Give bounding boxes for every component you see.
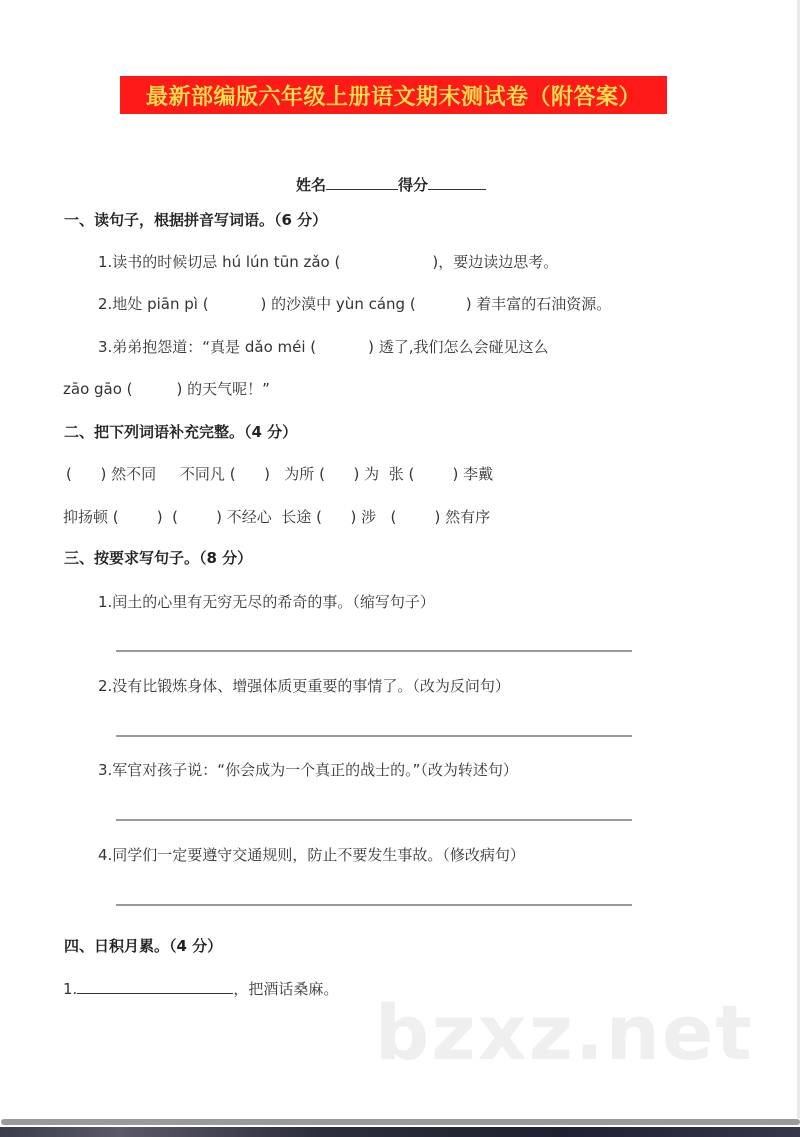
section-1-heading: 一、读句子，根据拼音写词语。（6 分） <box>64 211 328 229</box>
answer-line-2[interactable] <box>116 735 632 737</box>
question-number: 1. <box>63 980 78 998</box>
desktop-background-strip <box>0 1127 800 1137</box>
section-2-row-2[interactable]: 抑扬顿 ( ) ( ) 不经心 长途 ( ) 涉 ( ) 然有序 <box>63 508 491 526</box>
name-label: 姓名 <box>296 176 327 194</box>
name-blank[interactable] <box>326 176 398 190</box>
answer-line-1[interactable] <box>116 650 632 652</box>
section-4-heading: 四、日积月累。（4 分） <box>64 937 223 955</box>
document-title: 最新部编版六年级上册语文期末测试卷（附答案） <box>145 83 641 110</box>
section-3-question-4: 4.同学们一定要遵守交通规则，防止不要发生事故。（修改病句） <box>98 846 525 864</box>
section-3-question-2: 2.没有比锻炼身体、增强体质更重要的事情了。（改为反问句） <box>98 677 510 695</box>
name-score-line <box>296 174 486 195</box>
question-text: ) 透了,我们怎么会碰见这么 <box>368 338 549 356</box>
score-label: 得分 <box>398 176 429 194</box>
question-text: zāo gāo ( <box>63 380 133 398</box>
section-3-question-3: 3.军官对孩子说：“你会成为一个真正的战士的。”（改为转述句） <box>98 761 518 779</box>
section-4-question-1 <box>63 978 338 999</box>
answer-blank[interactable] <box>77 980 233 994</box>
question-text: ，把酒话桑麻。 <box>233 980 339 998</box>
section-3-heading: 三、按要求写句子。（8 分） <box>64 549 253 567</box>
answer-line-4[interactable] <box>116 904 632 906</box>
section-3-question-1: 1.闰土的心里有无穷无尽的希奇的事。（缩写句子） <box>98 593 435 611</box>
horizontal-scrollbar-thumb[interactable] <box>1 1119 800 1125</box>
watermark: bzxz.net <box>375 988 754 1077</box>
answer-line-3[interactable] <box>116 819 632 821</box>
question-text: ) 的天气呢！” <box>176 380 270 398</box>
section-1-question-3-cont <box>63 378 270 399</box>
section-1-question-3 <box>98 336 549 357</box>
question-text: 3.弟弟抱怨道：“真是 dǎo méi ( <box>98 338 317 356</box>
question-text: 2.地处 piān pì ( <box>98 295 209 313</box>
score-blank[interactable] <box>428 176 486 190</box>
section-1-question-1 <box>98 251 558 272</box>
title-banner <box>120 76 667 114</box>
question-text: 1.读书的时候切忌 hú lún tūn zǎo ( <box>98 253 341 271</box>
section-2-row-1[interactable]: ( ) 然不同 不同凡 ( ) 为所 ( ) 为 张 ( ) 李戴 <box>66 465 494 483</box>
question-text: ) 着丰富的石油资源。 <box>465 295 612 313</box>
question-text: ) 的沙漠中 yùn cáng ( <box>260 295 416 313</box>
section-2-heading: 二、把下列词语补充完整。（4 分） <box>64 423 298 441</box>
section-1-question-2 <box>98 293 611 314</box>
question-text: )，要边读边思考。 <box>432 253 559 271</box>
